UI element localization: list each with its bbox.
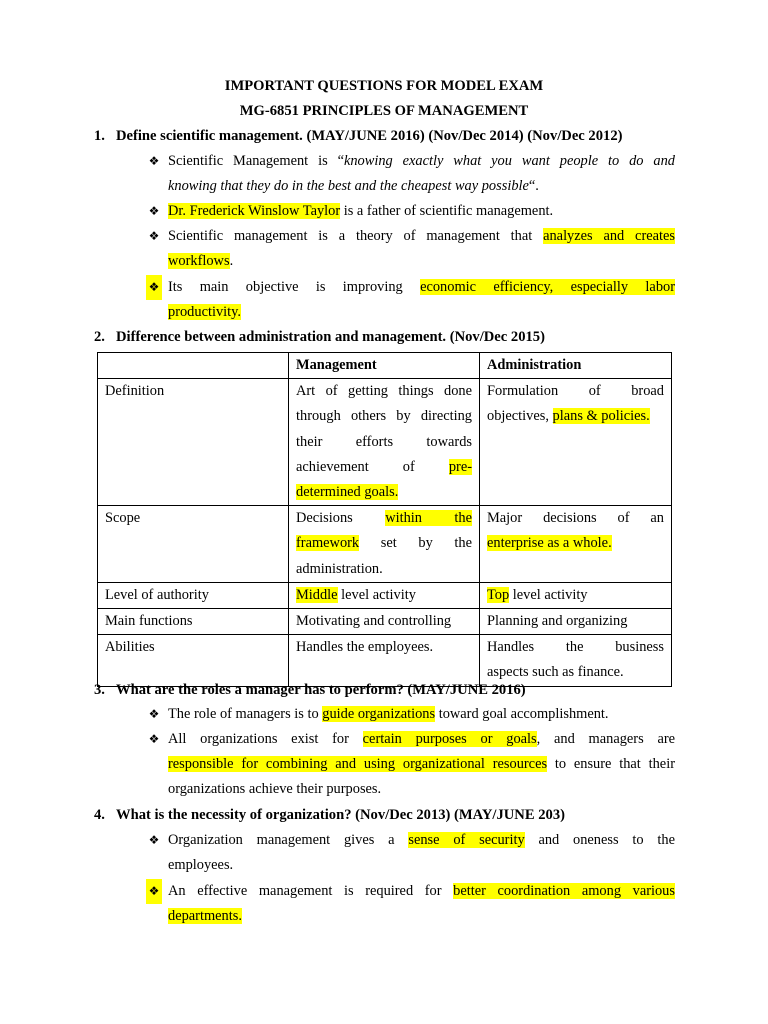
table-cell: Formulation of broad objectives, plans & policies.: [480, 379, 672, 506]
document-title: IMPORTANT QUESTIONS FOR MODEL EXAM: [224, 78, 544, 94]
question-number: 2.: [94, 329, 105, 345]
table-header-cell: Management: [289, 353, 480, 379]
table-cell: Decisions within the framework set by the administration.: [289, 506, 480, 583]
question-text: What are the roles a manager has to perform? (MAY/JUNE 2016): [116, 682, 526, 698]
diamond-bullet-icon: ❖: [146, 879, 162, 904]
question-3: [94, 681, 708, 699]
list-item: ❖ Its main objective is improving economic efficiency, especially labor productivity.: [146, 275, 675, 325]
table-cell: Middle level activity: [289, 582, 480, 608]
table-cell: Level of authority: [98, 582, 289, 608]
table-row: [98, 506, 672, 583]
table-header-row: [98, 353, 672, 379]
table-row: [98, 609, 672, 635]
diamond-bullet-icon: ❖: [148, 732, 160, 746]
diamond-bullet-icon: ❖: [146, 275, 162, 300]
table-header-cell: Administration: [480, 353, 672, 379]
question-number: 4.: [94, 807, 105, 823]
table-cell: Handles the employees.: [289, 635, 480, 686]
list-item: ❖ Organization management gives a sense of security and oneness to the employees.: [146, 828, 675, 878]
table-cell: Top level activity: [480, 582, 672, 608]
document-subtitle: MG-6851 PRINCIPLES OF MANAGEMENT: [239, 103, 529, 119]
comparison-table: [97, 352, 672, 687]
table-header-cell: [98, 353, 289, 379]
list-item: ❖ An effective management is required for better coordination among various departments.: [146, 879, 675, 929]
diamond-bullet-icon: ❖: [148, 204, 160, 218]
table-cell: Handles the business aspects such as finance.: [480, 635, 672, 686]
question-text: Define scientific management. (MAY/JUNE 2016) (Nov/Dec 2014) (Nov/Dec 2012): [116, 128, 623, 144]
question-number: 1.: [94, 128, 105, 144]
question-text: Difference between administration and management. (Nov/Dec 2015): [116, 329, 545, 345]
list-item: ❖ Dr. Frederick Winslow Taylor is a father of scientific management.: [146, 199, 675, 224]
table-cell: Main functions: [98, 609, 289, 635]
question-1: [94, 127, 708, 145]
table-row: [98, 582, 672, 608]
list-item: ❖ All organizations exist for certain purposes or goals, and managers are responsible for combining and using organizational resources to ensure that their organizations achieve their purposes.: [146, 727, 675, 802]
diamond-bullet-icon: ❖: [148, 833, 160, 847]
question-4: [94, 806, 708, 824]
list-item: ❖ The role of managers is to guide organizations toward goal accomplishment.: [146, 702, 675, 727]
list-item: ❖ Scientific management is a theory of management that analyzes and creates workflows.: [146, 224, 675, 274]
table-row: [98, 379, 672, 506]
table-cell: Planning and organizing: [480, 609, 672, 635]
diamond-bullet-icon: ❖: [148, 229, 160, 243]
table-cell: Scope: [98, 506, 289, 583]
question-number: 3.: [94, 682, 105, 698]
table-cell: Abilities: [98, 635, 289, 686]
table-cell: Definition: [98, 379, 289, 506]
question-2: [94, 328, 708, 346]
question-text: What is the necessity of organization? (Nov/Dec 2013) (MAY/JUNE 203): [116, 807, 565, 823]
table-cell: Major decisions of an enterprise as a whole.: [480, 506, 672, 583]
table-cell: Art of getting things done through others by directing their efforts towards achievement of pre- determined goals.: [289, 379, 480, 506]
diamond-bullet-icon: ❖: [148, 707, 160, 721]
table-row: [98, 635, 672, 686]
table-cell: Motivating and controlling: [289, 609, 480, 635]
list-item: ❖ Scientific Management is “knowing exactly what you want people to do and knowing that they do in the best and the cheapest way possible“.: [146, 149, 675, 199]
diamond-bullet-icon: ❖: [148, 154, 160, 168]
